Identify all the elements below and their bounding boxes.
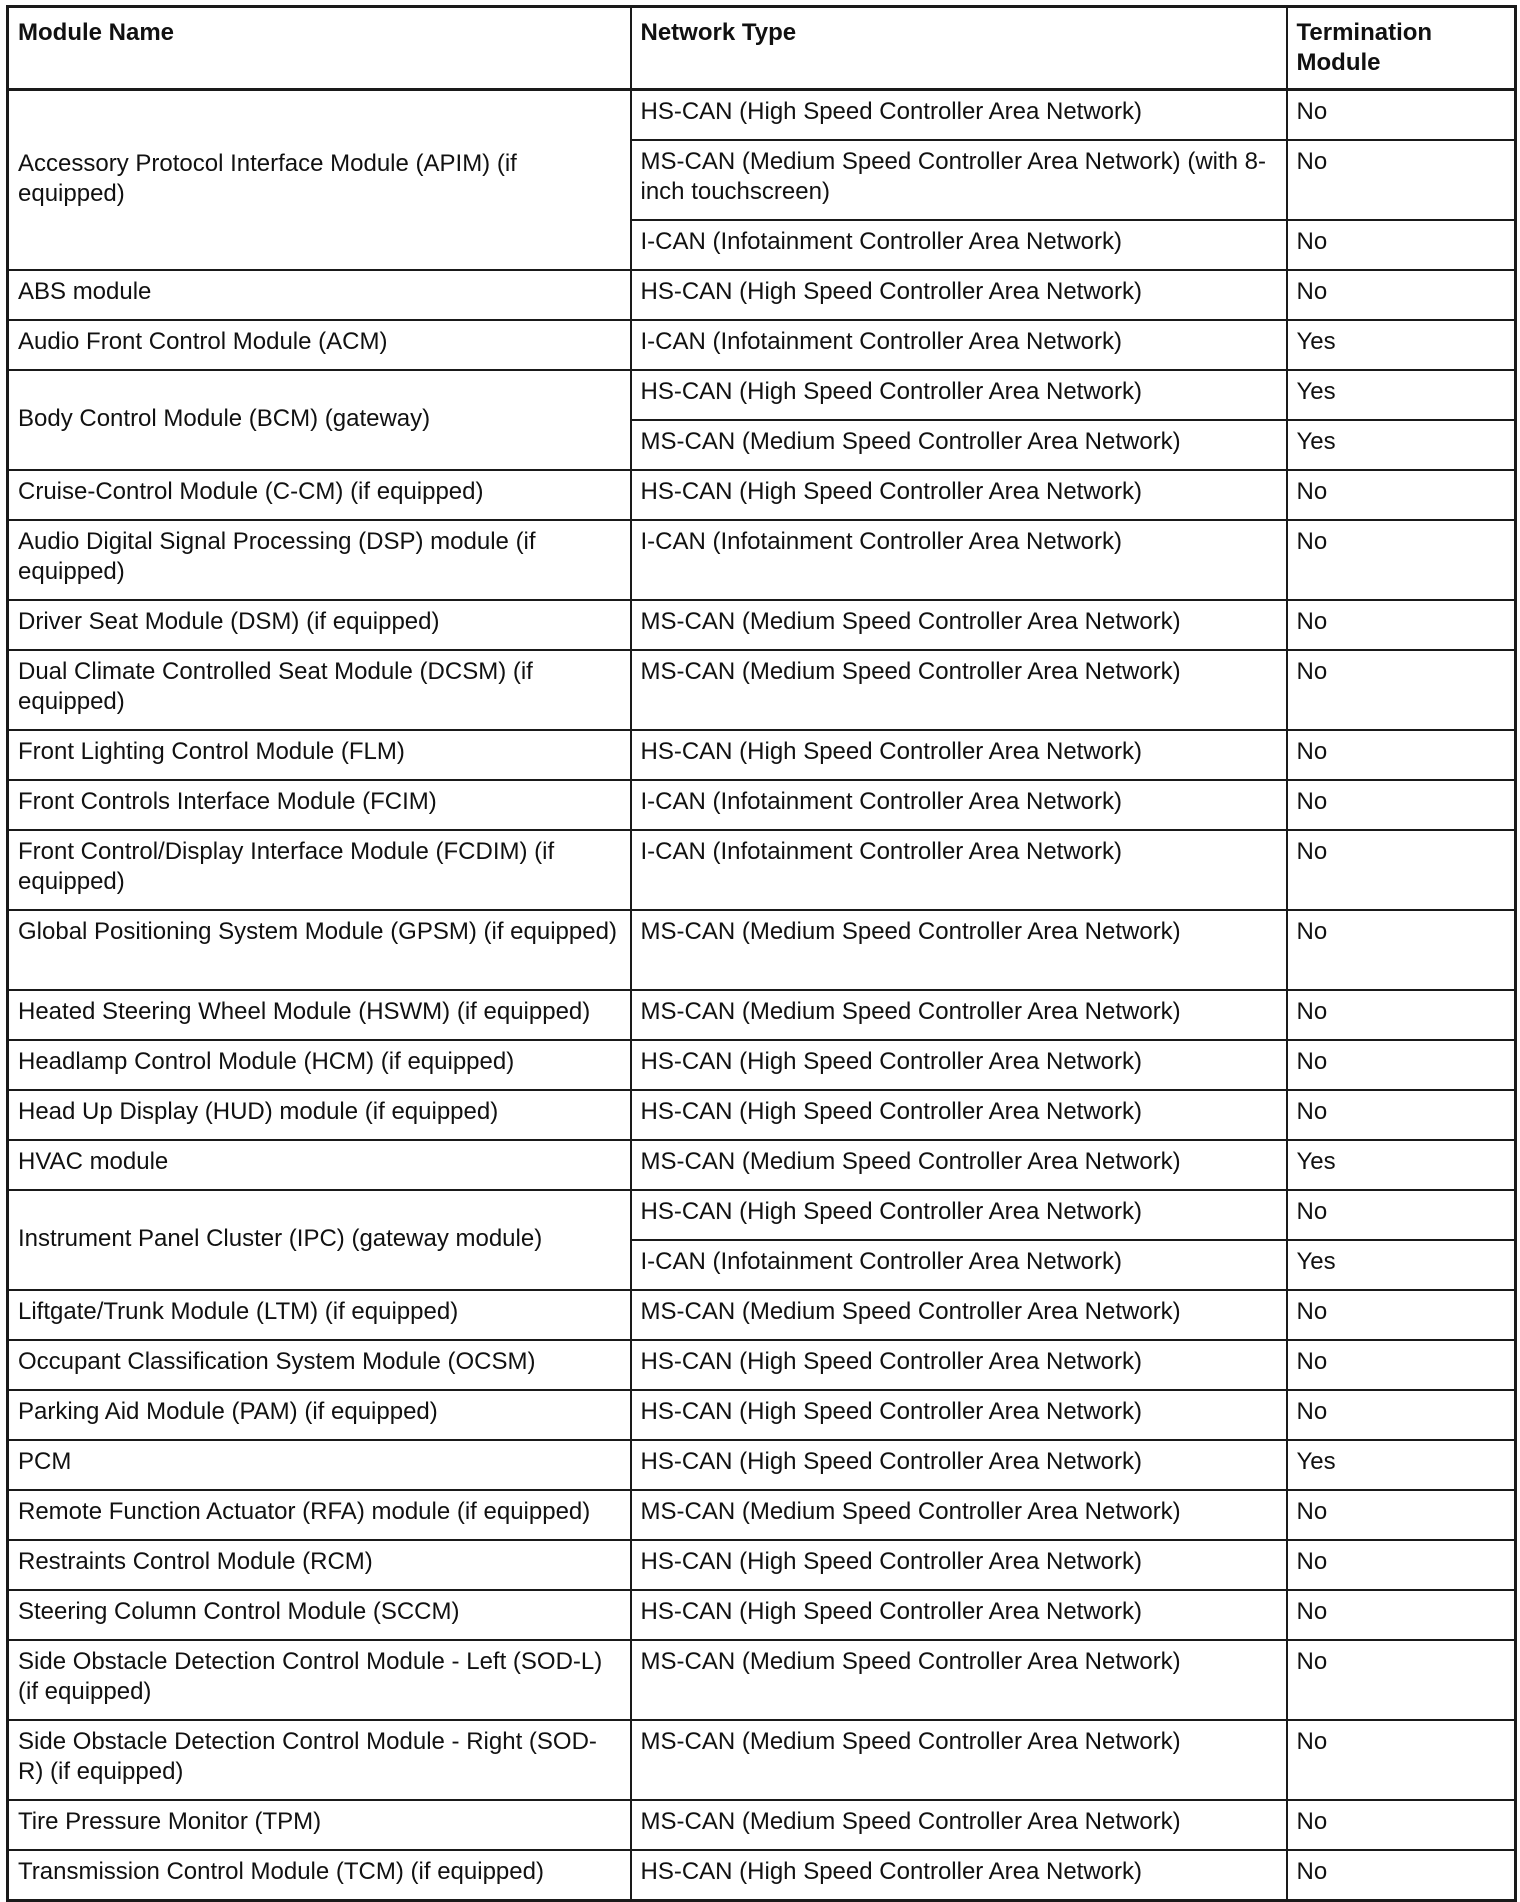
termination-module-cell: Yes — [1287, 370, 1516, 420]
module-name-cell: Audio Front Control Module (ACM) — [8, 320, 631, 370]
table-row — [8, 1040, 1516, 1090]
network-type-cell: HS-CAN (High Speed Controller Area Network) — [631, 730, 1287, 780]
module-name-cell: ABS module — [8, 270, 631, 320]
network-type-cell: MS-CAN (Medium Speed Controller Area Network) — [631, 1140, 1287, 1190]
table-row — [8, 1720, 1516, 1800]
termination-module-cell: Yes — [1287, 1440, 1516, 1490]
module-network-table-container — [6, 5, 1514, 1902]
network-type-cell: I-CAN (Infotainment Controller Area Network) — [631, 520, 1287, 600]
termination-module-cell: No — [1287, 1390, 1516, 1440]
module-name-cell: Cruise-Control Module (C-CM) (if equipped) — [8, 470, 631, 520]
module-name-cell: Transmission Control Module (TCM) (if equipped) — [8, 1850, 631, 1901]
network-type-cell: MS-CAN (Medium Speed Controller Area Network) — [631, 1490, 1287, 1540]
table-row — [8, 1590, 1516, 1640]
network-type-cell: HS-CAN (High Speed Controller Area Network) — [631, 1340, 1287, 1390]
termination-module-cell: No — [1287, 990, 1516, 1040]
termination-module-cell: No — [1287, 650, 1516, 730]
module-name-cell: Heated Steering Wheel Module (HSWM) (if equipped) — [8, 990, 631, 1040]
table-row — [8, 1140, 1516, 1190]
module-name-cell: Instrument Panel Cluster (IPC) (gateway module) — [8, 1190, 631, 1290]
table-row — [8, 270, 1516, 320]
table-row — [8, 1090, 1516, 1140]
table-row — [8, 780, 1516, 830]
termination-module-cell: No — [1287, 830, 1516, 910]
network-type-cell: MS-CAN (Medium Speed Controller Area Network) — [631, 650, 1287, 730]
module-name-cell: Occupant Classification System Module (OCSM) — [8, 1340, 631, 1390]
table-row — [8, 1850, 1516, 1901]
termination-module-cell: No — [1287, 600, 1516, 650]
table-row — [8, 1540, 1516, 1590]
table-row — [8, 1490, 1516, 1540]
termination-module-cell: No — [1287, 730, 1516, 780]
module-name-cell: PCM — [8, 1440, 631, 1490]
module-name-cell: Front Control/Display Interface Module (FCDIM) (if equipped) — [8, 830, 631, 910]
table-row — [8, 520, 1516, 600]
termination-module-cell: No — [1287, 140, 1516, 220]
termination-module-cell: Yes — [1287, 420, 1516, 470]
termination-module-cell: No — [1287, 1490, 1516, 1540]
table-row — [8, 1640, 1516, 1720]
table-row — [8, 1190, 1516, 1240]
termination-module-cell: No — [1287, 780, 1516, 830]
termination-module-cell: Yes — [1287, 1240, 1516, 1290]
network-type-cell: HS-CAN (High Speed Controller Area Network) — [631, 1090, 1287, 1140]
network-type-cell: HS-CAN (High Speed Controller Area Network) — [631, 1440, 1287, 1490]
table-row — [8, 1290, 1516, 1340]
termination-module-cell: No — [1287, 910, 1516, 990]
termination-module-cell: No — [1287, 1540, 1516, 1590]
network-type-cell: MS-CAN (Medium Speed Controller Area Network) — [631, 1290, 1287, 1340]
table-row — [8, 370, 1516, 420]
termination-module-cell: No — [1287, 1720, 1516, 1800]
header-network-type: Network Type — [631, 7, 1287, 90]
termination-module-cell: No — [1287, 1800, 1516, 1850]
module-name-cell: Steering Column Control Module (SCCM) — [8, 1590, 631, 1640]
module-name-cell: HVAC module — [8, 1140, 631, 1190]
module-name-cell: Front Controls Interface Module (FCIM) — [8, 780, 631, 830]
module-name-cell: Restraints Control Module (RCM) — [8, 1540, 631, 1590]
termination-module-cell: No — [1287, 1190, 1516, 1240]
module-name-cell: Global Positioning System Module (GPSM) (if equipped) — [8, 910, 631, 990]
module-name-cell: Headlamp Control Module (HCM) (if equipped) — [8, 1040, 631, 1090]
termination-module-cell: No — [1287, 1590, 1516, 1640]
termination-module-cell: No — [1287, 520, 1516, 600]
network-type-cell: I-CAN (Infotainment Controller Area Network) — [631, 830, 1287, 910]
termination-module-cell: No — [1287, 90, 1516, 141]
network-type-cell: I-CAN (Infotainment Controller Area Network) — [631, 1240, 1287, 1290]
network-type-cell: MS-CAN (Medium Speed Controller Area Network) — [631, 1720, 1287, 1800]
module-name-cell: Driver Seat Module (DSM) (if equipped) — [8, 600, 631, 650]
termination-module-cell: Yes — [1287, 320, 1516, 370]
module-name-cell: Liftgate/Trunk Module (LTM) (if equipped) — [8, 1290, 631, 1340]
network-type-cell: MS-CAN (Medium Speed Controller Area Network) — [631, 600, 1287, 650]
table-row — [8, 650, 1516, 730]
table-row — [8, 830, 1516, 910]
module-name-cell: Side Obstacle Detection Control Module - Right (SOD-R) (if equipped) — [8, 1720, 631, 1800]
network-type-cell: HS-CAN (High Speed Controller Area Network) — [631, 270, 1287, 320]
module-name-cell: Parking Aid Module (PAM) (if equipped) — [8, 1390, 631, 1440]
termination-module-cell: No — [1287, 220, 1516, 270]
network-type-cell: HS-CAN (High Speed Controller Area Network) — [631, 1190, 1287, 1240]
table-row — [8, 990, 1516, 1040]
termination-module-cell: Yes — [1287, 1140, 1516, 1190]
module-name-cell: Accessory Protocol Interface Module (APIM) (if equipped) — [8, 90, 631, 271]
network-type-cell: HS-CAN (High Speed Controller Area Network) — [631, 1540, 1287, 1590]
network-type-cell: MS-CAN (Medium Speed Controller Area Network) — [631, 420, 1287, 470]
network-type-cell: I-CAN (Infotainment Controller Area Network) — [631, 220, 1287, 270]
module-name-cell: Tire Pressure Monitor (TPM) — [8, 1800, 631, 1850]
module-name-cell: Front Lighting Control Module (FLM) — [8, 730, 631, 780]
network-type-cell: MS-CAN (Medium Speed Controller Area Network) — [631, 1800, 1287, 1850]
network-type-cell: I-CAN (Infotainment Controller Area Network) — [631, 320, 1287, 370]
network-type-cell: MS-CAN (Medium Speed Controller Area Network) — [631, 1640, 1287, 1720]
network-type-cell: MS-CAN (Medium Speed Controller Area Network) — [631, 990, 1287, 1040]
table-row — [8, 600, 1516, 650]
module-name-cell: Side Obstacle Detection Control Module - Left (SOD-L) (if equipped) — [8, 1640, 631, 1720]
table-row — [8, 1390, 1516, 1440]
network-type-cell: HS-CAN (High Speed Controller Area Network) — [631, 1590, 1287, 1640]
network-type-cell: HS-CAN (High Speed Controller Area Network) — [631, 1390, 1287, 1440]
module-name-cell: Body Control Module (BCM) (gateway) — [8, 370, 631, 470]
table-row — [8, 1340, 1516, 1390]
table-row — [8, 470, 1516, 520]
termination-module-cell: No — [1287, 1340, 1516, 1390]
module-name-cell: Remote Function Actuator (RFA) module (if equipped) — [8, 1490, 631, 1540]
termination-module-cell: No — [1287, 1090, 1516, 1140]
network-type-cell: HS-CAN (High Speed Controller Area Network) — [631, 1040, 1287, 1090]
header-termination-module: Termination Module — [1287, 7, 1516, 90]
module-name-cell: Audio Digital Signal Processing (DSP) module (if equipped) — [8, 520, 631, 600]
termination-module-cell: No — [1287, 270, 1516, 320]
network-type-cell: HS-CAN (High Speed Controller Area Network) — [631, 90, 1287, 141]
module-network-table — [6, 5, 1517, 1902]
module-name-cell: Head Up Display (HUD) module (if equipped) — [8, 1090, 631, 1140]
termination-module-cell: No — [1287, 1640, 1516, 1720]
table-row — [8, 910, 1516, 990]
termination-module-cell: No — [1287, 1040, 1516, 1090]
termination-module-cell: No — [1287, 1290, 1516, 1340]
network-type-cell: I-CAN (Infotainment Controller Area Network) — [631, 780, 1287, 830]
network-type-cell: HS-CAN (High Speed Controller Area Network) — [631, 470, 1287, 520]
network-type-cell: MS-CAN (Medium Speed Controller Area Network) (with 8-inch touchscreen) — [631, 140, 1287, 220]
table-row — [8, 730, 1516, 780]
termination-module-cell: No — [1287, 1850, 1516, 1901]
table-row — [8, 90, 1516, 141]
table-row — [8, 320, 1516, 370]
header-module-name: Module Name — [8, 7, 631, 90]
table-row — [8, 1800, 1516, 1850]
table-body — [8, 90, 1516, 1901]
table-header-row — [8, 7, 1516, 90]
module-name-cell: Dual Climate Controlled Seat Module (DCSM) (if equipped) — [8, 650, 631, 730]
network-type-cell: HS-CAN (High Speed Controller Area Network) — [631, 370, 1287, 420]
network-type-cell: MS-CAN (Medium Speed Controller Area Network) — [631, 910, 1287, 990]
table-row — [8, 1440, 1516, 1490]
termination-module-cell: No — [1287, 470, 1516, 520]
network-type-cell: HS-CAN (High Speed Controller Area Network) — [631, 1850, 1287, 1901]
